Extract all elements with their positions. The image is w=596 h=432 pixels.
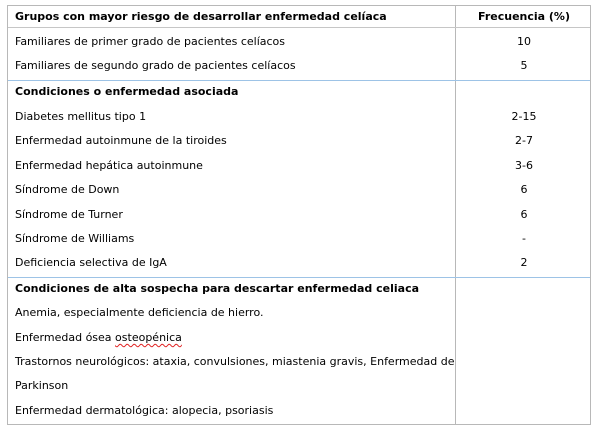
header-divider <box>8 27 590 28</box>
row-value: 10 <box>517 35 531 48</box>
item-bone <box>15 331 182 345</box>
row-label: Enfermedad hepática autoinmune <box>15 159 203 172</box>
row-label: Diabetes mellitus tipo 1 <box>15 110 147 123</box>
section-divider-1 <box>8 80 590 81</box>
row-value: - <box>522 232 526 245</box>
row-value: 6 <box>520 208 528 221</box>
item-derma: Enfermedad dermatológica: alopecia, psoriasis <box>15 404 274 417</box>
item-neuro-line2: Parkinson <box>15 379 69 392</box>
section3-heading: Condiciones de alta sospecha para descartar enfermedad celiaca <box>15 282 420 295</box>
section2-heading: Condiciones o enfermedad asociada <box>15 85 239 98</box>
row-label: Familiares de primer grado de pacientes celíacos <box>15 35 286 48</box>
row-value: 6 <box>520 183 528 196</box>
section1-heading: Grupos con mayor riesgo de desarrollar enfermedad celíaca <box>15 10 387 23</box>
frequency-column-header: Frecuencia (%) <box>478 10 570 23</box>
row-label: Deficiencia selectiva de IgA <box>15 256 167 269</box>
row-label: Síndrome de Down <box>15 183 120 196</box>
row-value: 2-15 <box>511 110 537 123</box>
item-anemia: Anemia, especialmente deficiencia de hierro. <box>15 306 264 319</box>
row-label: Síndrome de Williams <box>15 232 135 245</box>
celiac-risk-table <box>7 5 591 425</box>
row-value: 3-6 <box>515 159 533 172</box>
row-label: Síndrome de Turner <box>15 208 123 221</box>
section-divider-2 <box>8 277 590 278</box>
row-label: Familiares de segundo grado de pacientes celíacos <box>15 59 296 72</box>
row-value: 2-7 <box>515 134 533 147</box>
row-value: 2 <box>520 256 528 269</box>
item-bone-prefix: Enfermedad ósea <box>15 331 116 344</box>
row-label: Enfermedad autoinmune de la tiroides <box>15 134 227 147</box>
item-neuro-line1: Trastornos neurológicos: ataxia, convulsiones, miastenia gravis, Enfermedad de <box>15 355 455 368</box>
spellcheck-word: osteopénica <box>115 331 182 344</box>
row-value: 5 <box>520 59 528 72</box>
